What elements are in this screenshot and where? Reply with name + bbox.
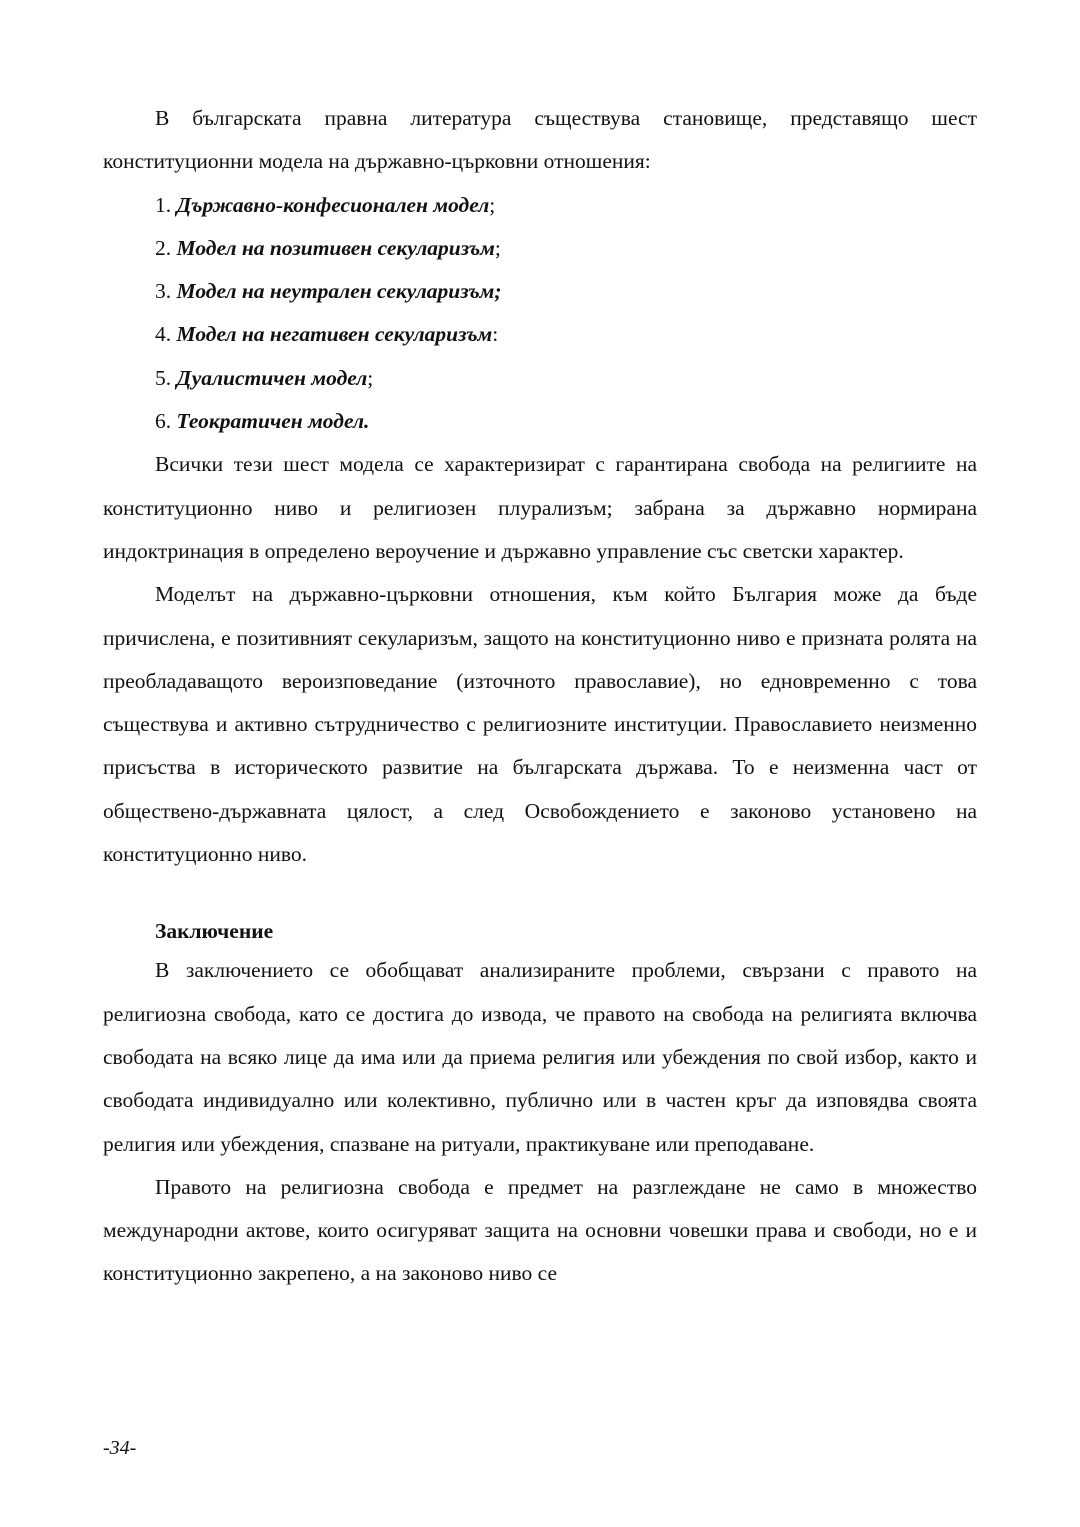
page-number: -34- (103, 1437, 137, 1459)
conclusion-paragraph: В заключението се обобщават анализираните проблеми, свързани с правото на религиозна свобода, като се достига до извода, че правото на свобода на религията включва свободата на всяко лице да има или да приема религия или убеждения по свой избор, както и свободата индивидуално или колективно, публично или в частен кръг да изповядва своята религия или убеждения, спазване на ритуали, практикуване или преподаване. (103, 958, 977, 1156)
list-item: 5. Дуалистичен модел; (155, 365, 374, 390)
section-heading: Заключение (155, 919, 274, 944)
list-item: 3. Модел на неутрален секуларизъм; (155, 279, 502, 304)
bulgaria-model-paragraph: Моделът на държавно-църковни отношения, към който България може да бъде причислена, е позитивният секуларизъм, защото на конституционно ниво е призната ролята на преобладаващото вероизповедание (източното православие), но едновременно с това съществува и активно сътрудничество с религиозните институции. Православието неизменно присъства в историческото развитие на българската държава. То е неизменна част от обществено-държавната цялост, а след Освобождението е законово установено на конституционно ниво. (103, 582, 977, 867)
list-item: 2. Модел на позитивен секуларизъм; (155, 235, 501, 260)
list-item: 4. Модел на негативен секуларизъм: (155, 322, 499, 347)
document-body (103, 97, 977, 1296)
list-item: 1. Държавно-конфесионален модел; (155, 192, 496, 217)
intro-paragraph: В българската правна литература съществува становище, представящо шест конституционни модела на държавно-църковни отношения: (103, 106, 977, 174)
models-list (103, 184, 977, 444)
list-item: 6. Теократичен модел. (155, 409, 370, 434)
characteristics-paragraph: Всички тези шест модела се характеризират с гарантирана свобода на религиите на конституционно ниво и религиозен плурализъм; забрана за държавно нормирана индоктринация в определено вероучение и държавно управление със светски характер. (103, 452, 977, 563)
rights-paragraph: Правото на религиозна свобода е предмет на разглеждане не само в множество международни актове, които осигуряват защита на основни човешки права и свободи, но е и конституционно закрепено, а на законово ниво се (103, 1174, 977, 1286)
